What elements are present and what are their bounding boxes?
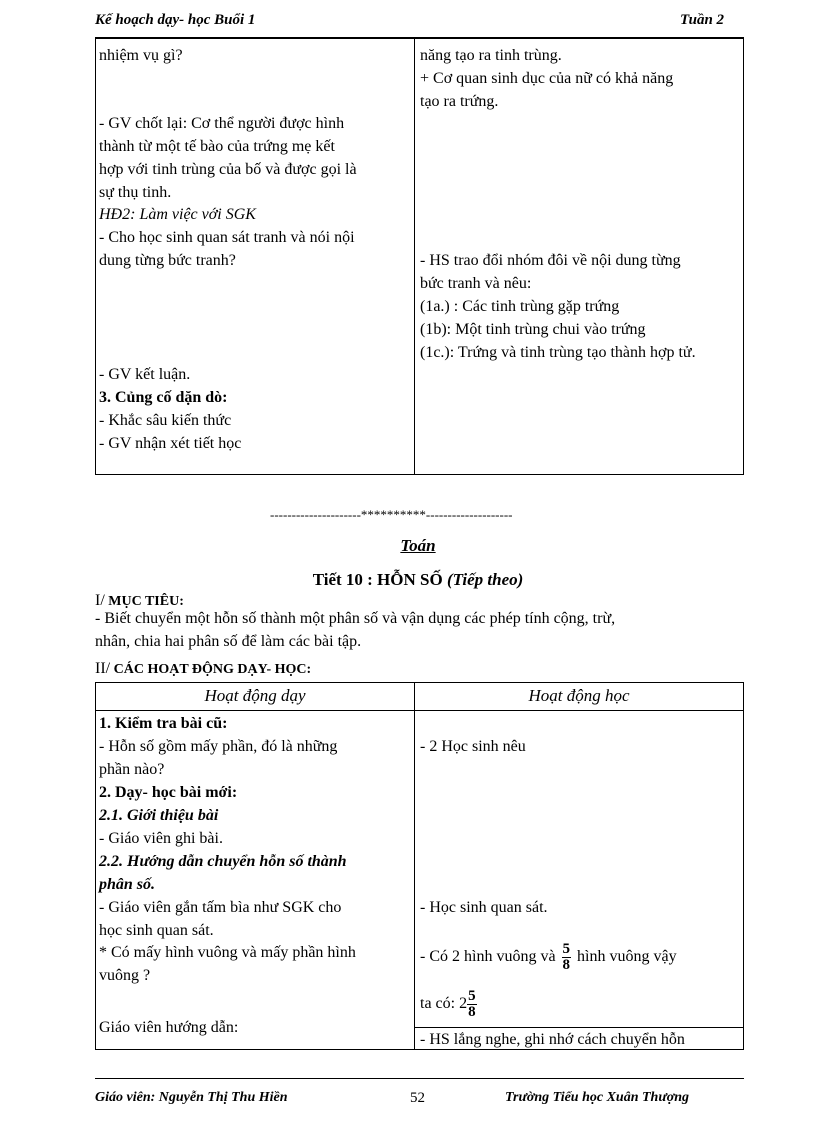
objective-line: - Biết chuyển một hỗn số thành một phân số và vận dụng các phép tính cộng, trừ, [95, 610, 616, 627]
subsection-heading: 2.2. Hướng dẫn chuyển hỗn số thành [99, 853, 347, 870]
footer-teacher: Giáo viên: Nguyễn Thị Thu Hiền [95, 1090, 288, 1105]
fraction-denominator: 8 [562, 956, 571, 973]
mixed-number-line [420, 986, 479, 1022]
text-line: - Hỗn số gồm mấy phần, đó là những [99, 738, 338, 755]
text-line: Giáo viên hướng dẫn: [99, 1019, 239, 1036]
section-heading: 2. Dạy- học bài mới: [99, 784, 238, 801]
fraction-five-eighths [562, 942, 572, 973]
text-line: (1b): Một tinh trùng chui vào trứng [420, 321, 646, 338]
text-line: - Cho học sinh quan sát tranh và nói nội [99, 229, 355, 246]
text-line: + Cơ quan sinh dục của nữ có khả năng [420, 70, 674, 87]
fraction-five-eighths [467, 989, 477, 1020]
section-2-number: II/ [95, 660, 111, 677]
section-2-heading [95, 660, 311, 678]
student-activity-column [415, 711, 743, 1049]
fraction-numerator: 5 [468, 987, 476, 1004]
text-line: phần nào? [99, 761, 165, 778]
lesson-title [0, 570, 816, 590]
text-line: thành từ một tế bào của trứng mẹ kết [99, 138, 335, 155]
text-segment: ta có: 2 [420, 995, 468, 1012]
row-divider [415, 1027, 743, 1028]
section-2-title: CÁC HOẠT ĐỘNG DẠY- HỌC: [110, 662, 312, 677]
separator-line: ---------------------**********-------------------- [270, 507, 513, 522]
footer-rule [95, 1078, 744, 1079]
text-line: - GV chốt lại: Cơ thể người được hình [99, 115, 345, 132]
activity-table-continued [95, 38, 744, 475]
text-line: - Giáo viên gắn tấm bìa như SGK cho [99, 899, 342, 916]
text-line: sự thụ tinh. [99, 184, 172, 201]
column-header-learning: Hoạt động học [415, 683, 743, 711]
page-number: 52 [410, 1090, 425, 1106]
teacher-activity-column [96, 711, 415, 1049]
activity-heading: HĐ2: Làm việc với SGK [99, 206, 256, 223]
subject-title: Toán [400, 536, 436, 555]
text-line: tạo ra trứng. [420, 93, 499, 110]
text-line: - HS lắng nghe, ghi nhớ cách chuyển hỗn [420, 1031, 685, 1048]
text-line: (1c.): Trứng và tinh trùng tạo thành hợp tử. [420, 344, 696, 361]
text-line: - Giáo viên ghi bài. [99, 830, 223, 847]
text-line: - Khắc sâu kiến thức [99, 412, 232, 429]
fraction-numerator: 5 [562, 940, 571, 957]
text-line: học sinh quan sát. [99, 922, 214, 939]
section-1-number: I/ [95, 592, 105, 609]
activity-table [95, 682, 744, 1050]
section-1-heading [95, 592, 184, 610]
lesson-title-sub: (Tiếp theo) [446, 570, 524, 589]
footer-school: Trường Tiểu học Xuân Thượng [505, 1090, 690, 1105]
text-line: * Có mấy hình vuông và mấy phần hình [99, 944, 356, 961]
fraction-denominator: 8 [468, 1003, 476, 1020]
subsection-heading: 2.1. Giới thiệu bài [99, 807, 219, 824]
text-line: - HS trao đổi nhóm đôi về nội dung từng [420, 252, 681, 269]
text-line: năng tạo ra tinh trùng. [420, 47, 562, 64]
subsection-heading: phân số. [99, 876, 156, 893]
text-line: nhiệm vụ gì? [99, 47, 183, 64]
text-line: vuông ? [99, 967, 151, 984]
section-heading: 3. Củng cố dặn dò: [99, 389, 228, 406]
fraction-line [420, 939, 677, 975]
text-line: - GV nhận xét tiết học [99, 435, 242, 452]
text-line: hợp với tinh trùng của bố và được gọi là [99, 161, 357, 178]
text-line: (1a.) : Các tinh trùng gặp trứng [420, 298, 620, 315]
student-activity-column [415, 39, 743, 474]
text-segment: hình vuông vậy [573, 948, 677, 965]
column-header-teaching: Hoạt động dạy [96, 683, 415, 711]
text-line: - GV kết luận. [99, 366, 191, 383]
objective-line: nhân, chia hai phân số để làm các bài tập. [95, 633, 362, 650]
page-header-right: Tuần 2 [680, 12, 725, 28]
text-line: - Học sinh quan sát. [420, 899, 548, 916]
text-segment: - Có 2 hình vuông và [420, 948, 560, 965]
text-line: - 2 Học sinh nêu [420, 738, 526, 755]
section-1-title: MỤC TIÊU: [104, 594, 184, 609]
teacher-activity-column [96, 39, 415, 474]
text-line: bức tranh và nêu: [420, 275, 532, 292]
section-heading: 1. Kiểm tra bài cũ: [99, 715, 228, 732]
lesson-title-main: Tiết 10 : HỖN SỐ [312, 570, 447, 589]
page-header-left: Kế hoạch dạy- học Buổi 1 [95, 12, 256, 28]
text-line: dung từng bức tranh? [99, 252, 236, 269]
